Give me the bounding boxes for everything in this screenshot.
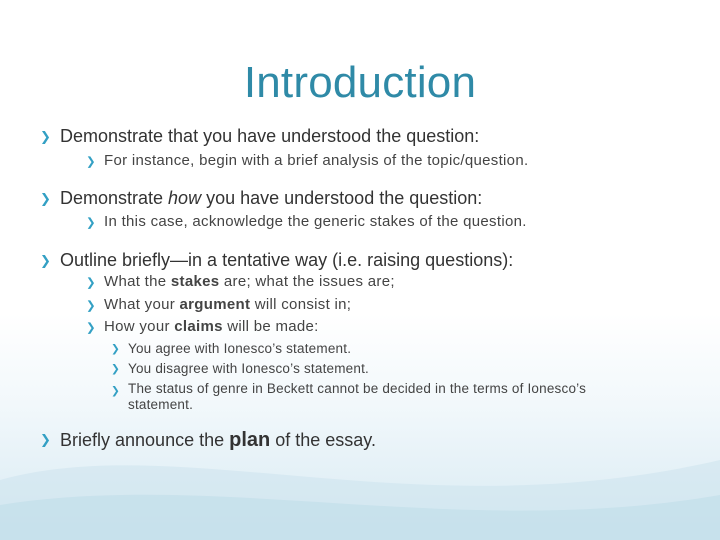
bullet-icon: ❯ bbox=[86, 217, 96, 229]
bullet-text-pre: Briefly announce the bbox=[60, 430, 230, 450]
bullet-text-emphasis: how bbox=[168, 188, 202, 208]
bullet-item bbox=[40, 126, 480, 147]
bullet-text: You disagree with Ionesco’s statement. bbox=[128, 361, 369, 376]
bullet-text-pre: What your bbox=[104, 296, 180, 313]
bullet-text: In this case, acknowledge the generic stakes of the question. bbox=[104, 213, 527, 230]
bullet-icon: ❯ bbox=[40, 253, 51, 268]
bullet-text: Outline briefly—in a tentative way (i.e. raising questions): bbox=[60, 250, 514, 270]
bullet-icon: ❯ bbox=[111, 363, 120, 375]
bullet-icon: ❯ bbox=[111, 343, 120, 355]
sub-sub-bullet-item bbox=[111, 341, 352, 356]
bullet-text-post: will be made: bbox=[222, 318, 319, 335]
bullet-item bbox=[40, 429, 376, 452]
bullet-icon: ❯ bbox=[86, 322, 96, 334]
sub-bullet-item bbox=[86, 213, 527, 230]
bullet-text-post: of the essay. bbox=[270, 430, 376, 450]
bullet-text-post: will consist in; bbox=[250, 296, 352, 313]
bullet-item bbox=[40, 250, 514, 271]
slide-title: Introduction bbox=[243, 58, 477, 107]
bullet-icon: ❯ bbox=[86, 156, 96, 168]
bullet-text-pre: What the bbox=[104, 273, 171, 290]
sub-sub-bullet-item bbox=[111, 361, 369, 376]
bullet-icon: ❯ bbox=[111, 385, 120, 397]
bullet-text-bold: plan bbox=[229, 429, 271, 451]
bullet-text: The status of genre in Beckett cannot be decided in the terms of Ionesco’s statement. bbox=[128, 381, 587, 412]
bullet-text: You agree with Ionesco’s statement. bbox=[128, 341, 352, 356]
sub-bullet-item bbox=[86, 273, 395, 290]
bullet-text-pre: Demonstrate bbox=[60, 188, 169, 208]
bullet-text-bold: argument bbox=[179, 296, 251, 313]
bullet-text-pre: How your bbox=[104, 318, 175, 335]
sub-bullet-item bbox=[86, 318, 319, 335]
bullet-text-bold: stakes bbox=[170, 273, 220, 290]
bullet-text: For instance, begin with a brief analysis of the topic/question. bbox=[104, 152, 529, 169]
bullet-icon: ❯ bbox=[40, 191, 51, 206]
bullet-icon: ❯ bbox=[40, 432, 51, 447]
bullet-text: Demonstrate that you have understood the question: bbox=[60, 126, 480, 146]
bullet-icon: ❯ bbox=[86, 277, 96, 289]
bullet-icon: ❯ bbox=[40, 129, 51, 144]
sub-bullet-item bbox=[86, 296, 352, 313]
sub-bullet-item bbox=[86, 152, 529, 169]
bullet-icon: ❯ bbox=[86, 300, 96, 312]
bullet-text-post: you have understood the question: bbox=[201, 188, 483, 208]
bullet-text-post: are; what the issues are; bbox=[219, 273, 395, 290]
bullet-item bbox=[40, 188, 483, 209]
bullet-text-bold: claims bbox=[174, 318, 223, 335]
sub-sub-bullet-item bbox=[111, 381, 628, 413]
